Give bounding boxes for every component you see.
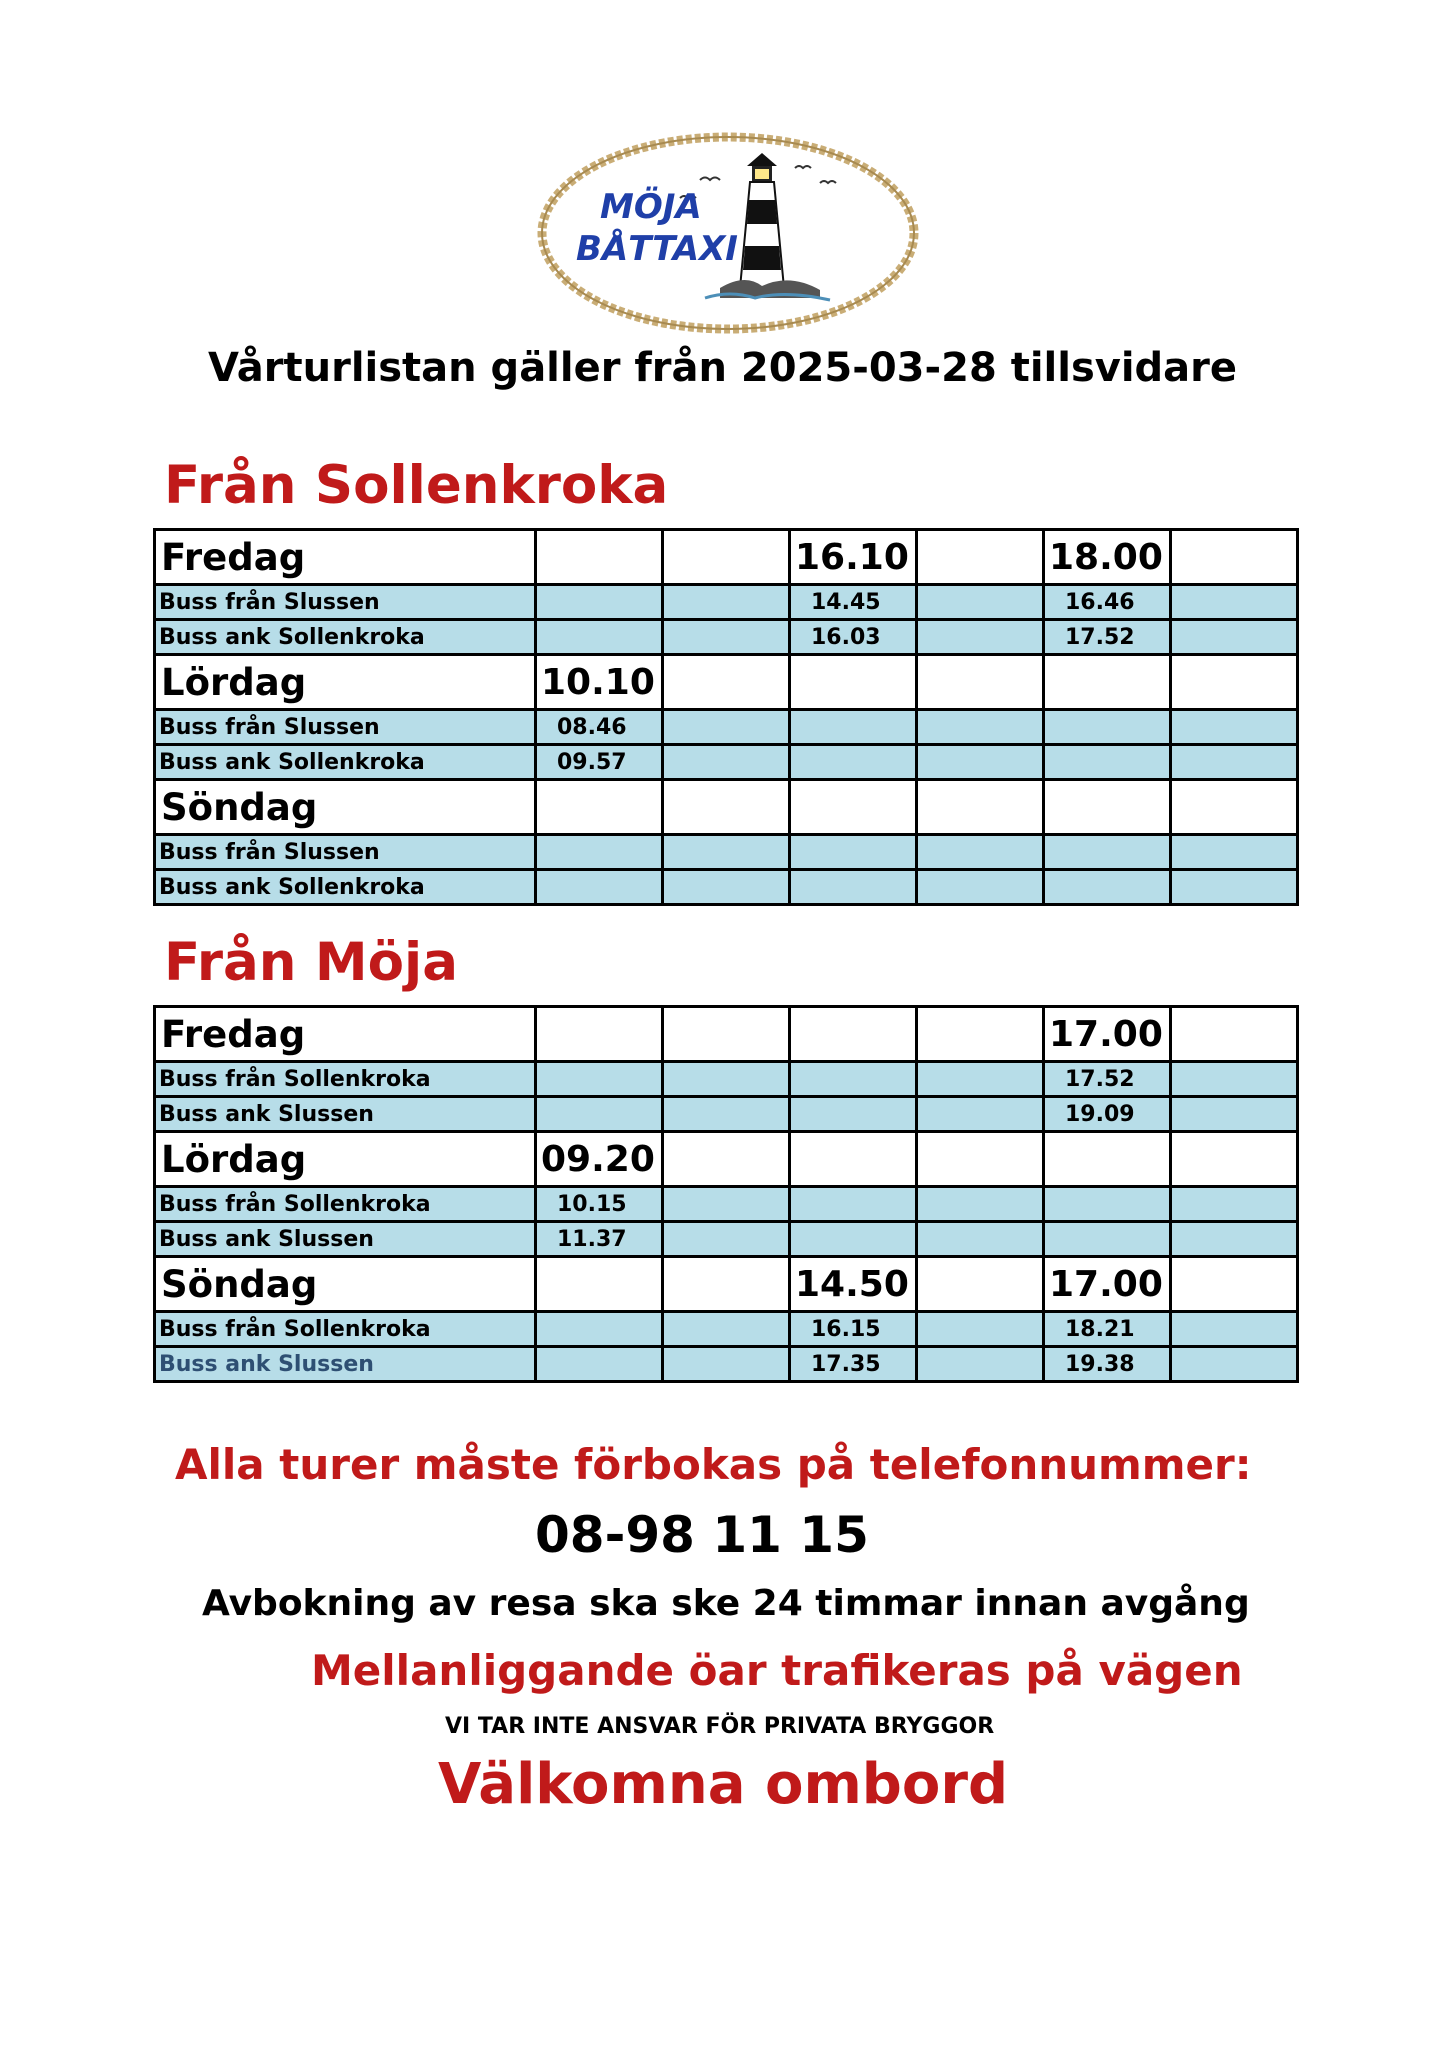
time-cell: 19.38: [1044, 1347, 1171, 1382]
day-label: Söndag: [155, 1257, 536, 1312]
bus-label: Buss ank Slussen: [155, 1222, 536, 1257]
time-cell: 16.03: [790, 620, 917, 655]
time-cell: 17.35: [790, 1347, 917, 1382]
section-heading-sollenkroka: Från Sollenkroka: [164, 455, 669, 516]
time-cell: [1171, 1097, 1298, 1132]
time-cell: [1171, 780, 1298, 835]
time-cell: [1171, 1132, 1298, 1187]
section-heading-moja: Från Möja: [164, 932, 458, 993]
bus-label: Buss ank Sollenkroka: [155, 870, 536, 905]
time-cell: 09.57: [536, 745, 663, 780]
islands-note: Mellanliggande öar trafikeras på vägen: [311, 1646, 1243, 1695]
time-cell: [1171, 710, 1298, 745]
time-cell: 18.00: [1044, 530, 1171, 585]
time-cell: 17.00: [1044, 1257, 1171, 1312]
bus-label: Buss från Sollenkroka: [155, 1312, 536, 1347]
time-cell: [1044, 710, 1171, 745]
time-cell: [917, 745, 1044, 780]
time-cell: [1044, 745, 1171, 780]
time-cell: 16.15: [790, 1312, 917, 1347]
day-row: [155, 1132, 1298, 1187]
moja-battaxi-logo: [530, 128, 926, 338]
time-cell: 18.21: [1044, 1312, 1171, 1347]
time-cell: [663, 710, 790, 745]
bus-row: [155, 745, 1298, 780]
time-cell: [663, 1062, 790, 1097]
time-cell: [663, 1132, 790, 1187]
time-cell: [1044, 835, 1171, 870]
bus-label: Buss ank Slussen: [155, 1347, 536, 1382]
bus-row: [155, 1062, 1298, 1097]
time-cell: [536, 620, 663, 655]
time-cell: [536, 1097, 663, 1132]
bus-label: Buss från Slussen: [155, 835, 536, 870]
time-cell: 16.10: [790, 530, 917, 585]
time-cell: [917, 655, 1044, 710]
time-cell: [1044, 1132, 1171, 1187]
validity-title: Vårturlistan gäller från 2025-03-28 tillsvidare: [208, 345, 1238, 391]
time-cell: [663, 1187, 790, 1222]
day-label: Söndag: [155, 780, 536, 835]
time-cell: [1171, 835, 1298, 870]
time-cell: [790, 1007, 917, 1062]
time-cell: [917, 585, 1044, 620]
time-cell: [536, 835, 663, 870]
time-cell: 08.46: [536, 710, 663, 745]
time-cell: [536, 585, 663, 620]
day-label: Lördag: [155, 655, 536, 710]
time-cell: [663, 585, 790, 620]
time-cell: [917, 1222, 1044, 1257]
day-row: [155, 655, 1298, 710]
time-cell: [917, 870, 1044, 905]
time-cell: [917, 620, 1044, 655]
time-cell: 17.52: [1044, 1062, 1171, 1097]
time-cell: [536, 1347, 663, 1382]
time-cell: 16.46: [1044, 585, 1171, 620]
time-cell: [536, 1257, 663, 1312]
time-cell: [917, 1312, 1044, 1347]
time-cell: [1171, 1222, 1298, 1257]
time-cell: [790, 780, 917, 835]
bus-label: Buss från Sollenkroka: [155, 1062, 536, 1097]
time-cell: [790, 1132, 917, 1187]
logo-text-line1: MÖJA: [600, 187, 702, 227]
time-cell: 17.52: [1044, 620, 1171, 655]
time-cell: [663, 1007, 790, 1062]
time-cell: [1044, 1187, 1171, 1222]
time-cell: [790, 710, 917, 745]
time-cell: [663, 835, 790, 870]
bus-row: [155, 1312, 1298, 1347]
time-cell: [917, 1097, 1044, 1132]
time-cell: [917, 1347, 1044, 1382]
time-cell: [663, 1257, 790, 1312]
time-cell: [663, 1312, 790, 1347]
time-cell: [663, 620, 790, 655]
day-row: [155, 1257, 1298, 1312]
bus-row: [155, 585, 1298, 620]
timetable-from-moja: [153, 1005, 1299, 1383]
bus-row: [155, 1187, 1298, 1222]
time-cell: [1171, 1187, 1298, 1222]
time-cell: [1171, 1007, 1298, 1062]
cancellation-note: Avbokning av resa ska ske 24 timmar innan avgång: [202, 1583, 1250, 1624]
bus-label: Buss ank Sollenkroka: [155, 620, 536, 655]
time-cell: [663, 1097, 790, 1132]
time-cell: [917, 835, 1044, 870]
bus-row: [155, 1347, 1298, 1382]
bus-label: Buss ank Sollenkroka: [155, 745, 536, 780]
day-label: Fredag: [155, 1007, 536, 1062]
time-cell: [663, 780, 790, 835]
booking-note: Alla turer måste förbokas på telefonnummer:: [175, 1440, 1252, 1489]
time-cell: [536, 1312, 663, 1347]
time-cell: [536, 530, 663, 585]
bus-row: [155, 1097, 1298, 1132]
bus-label: Buss från Sollenkroka: [155, 1187, 536, 1222]
day-label: Lördag: [155, 1132, 536, 1187]
time-cell: [1171, 620, 1298, 655]
time-cell: [790, 870, 917, 905]
time-cell: [917, 710, 1044, 745]
time-cell: [1171, 1257, 1298, 1312]
time-cell: 14.50: [790, 1257, 917, 1312]
time-cell: [790, 745, 917, 780]
time-cell: [1171, 655, 1298, 710]
time-cell: [917, 780, 1044, 835]
time-cell: [1044, 780, 1171, 835]
time-cell: [1044, 1222, 1171, 1257]
time-cell: 10.15: [536, 1187, 663, 1222]
bus-row: [155, 870, 1298, 905]
liability-note: VI TAR INTE ANSVAR FÖR PRIVATA BRYGGOR: [445, 1714, 995, 1739]
bus-row: [155, 1222, 1298, 1257]
phone-number: 08-98 11 15: [535, 1506, 869, 1564]
day-label: Fredag: [155, 530, 536, 585]
time-cell: [1171, 1062, 1298, 1097]
time-cell: [663, 745, 790, 780]
time-cell: 09.20: [536, 1132, 663, 1187]
time-cell: [790, 1062, 917, 1097]
time-cell: [917, 1187, 1044, 1222]
time-cell: [917, 1062, 1044, 1097]
time-cell: [917, 1132, 1044, 1187]
time-cell: [1171, 1347, 1298, 1382]
time-cell: [663, 1347, 790, 1382]
time-cell: [790, 1222, 917, 1257]
time-cell: 14.45: [790, 585, 917, 620]
time-cell: [663, 1222, 790, 1257]
day-row: [155, 1007, 1298, 1062]
time-cell: [917, 530, 1044, 585]
bus-row: [155, 835, 1298, 870]
time-cell: [536, 1062, 663, 1097]
time-cell: [790, 1097, 917, 1132]
time-cell: 19.09: [1044, 1097, 1171, 1132]
logo-text-line2: BÅTTAXI: [576, 229, 738, 269]
time-cell: 10.10: [536, 655, 663, 710]
time-cell: [536, 870, 663, 905]
time-cell: [1171, 530, 1298, 585]
time-cell: [917, 1257, 1044, 1312]
time-cell: [917, 1007, 1044, 1062]
time-cell: [1171, 745, 1298, 780]
time-cell: [663, 655, 790, 710]
time-cell: [790, 1187, 917, 1222]
time-cell: 17.00: [1044, 1007, 1171, 1062]
time-cell: [1171, 870, 1298, 905]
time-cell: [790, 655, 917, 710]
time-cell: [1171, 1312, 1298, 1347]
time-cell: [1044, 655, 1171, 710]
bus-row: [155, 620, 1298, 655]
time-cell: [790, 835, 917, 870]
time-cell: [536, 1007, 663, 1062]
bus-row: [155, 710, 1298, 745]
time-cell: [1044, 870, 1171, 905]
day-row: [155, 780, 1298, 835]
time-cell: [1171, 585, 1298, 620]
time-cell: 11.37: [536, 1222, 663, 1257]
bus-label: Buss från Slussen: [155, 710, 536, 745]
bus-label: Buss från Slussen: [155, 585, 536, 620]
time-cell: [536, 780, 663, 835]
bus-label: Buss ank Slussen: [155, 1097, 536, 1132]
timetable-from-sollenkroka: [153, 528, 1299, 906]
time-cell: [663, 530, 790, 585]
day-row: [155, 530, 1298, 585]
welcome-text: Välkomna ombord: [438, 1752, 1009, 1817]
time-cell: [663, 870, 790, 905]
